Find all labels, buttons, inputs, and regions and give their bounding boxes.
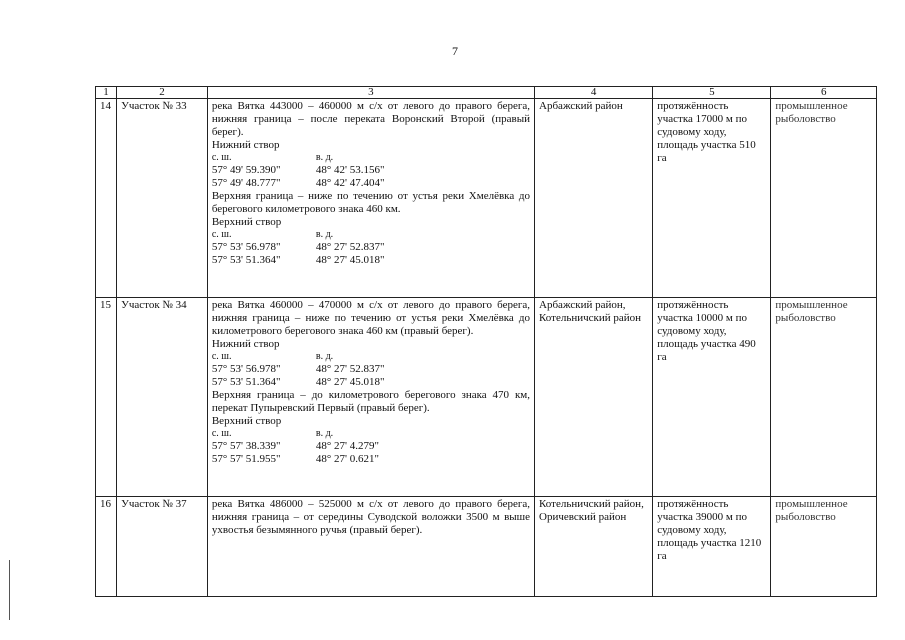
lower-line-title: Нижний створ (211, 338, 280, 350)
upper-boundary-text: Верхняя граница – до километрового берегового знака 470 км, перекат Пупыревский Первый (правый берег). (211, 389, 531, 414)
column-header: 4 (535, 87, 653, 99)
usage-type: промышленное рыболовство (771, 298, 877, 497)
coord-header: с. ш. в. д. (211, 428, 334, 439)
plot-name: Участок № 34 (117, 298, 208, 497)
table-row (96, 497, 877, 597)
margin-mark (9, 560, 10, 620)
plot-name: Участок № 37 (117, 497, 208, 597)
plot-name: Участок № 33 (117, 99, 208, 298)
page-number: 7 (452, 44, 458, 58)
plot-description (207, 497, 534, 597)
coord-header: с. ш. в. д. (211, 351, 334, 362)
description-text: река Вятка 460000 – 470000 м с/х от левого до правого берега, нижняя граница – ниже по течению от устья реки Хмелёвка до километрового берегового знака 460 км (правый берег). (211, 299, 531, 337)
coord-row: 57° 53' 51.364" 48° 27' 45.018" (211, 376, 385, 388)
plot-area: протяжённость участка 17000 м по судовому ходу, площадь участка 510 га (653, 99, 771, 298)
column-header: 5 (653, 87, 771, 99)
plot-area: протяжённость участка 10000 м по судовому ходу, площадь участка 490 га (653, 298, 771, 497)
header-row (96, 87, 877, 99)
registry-table (95, 86, 877, 597)
row-number: 15 (96, 298, 117, 497)
usage-type: промышленное рыболовство (771, 497, 877, 597)
coord-row: 57° 53' 51.364" 48° 27' 45.018" (211, 254, 385, 266)
district: Арбажский район (535, 99, 653, 298)
coord-row: 57° 53' 56.978" 48° 27' 52.837" (211, 241, 385, 253)
plot-description (207, 99, 534, 298)
description-text: река Вятка 443000 – 460000 м с/х от левого до правого берега, нижняя граница – после переката Воронский Второй (правый берег). (211, 100, 531, 138)
plot-area: протяжённость участка 39000 м по судовому ходу, площадь участка 1210 га (653, 497, 771, 597)
coord-row: 57° 49' 48.777" 48° 42' 47.404" (211, 177, 385, 189)
upper-line-title: Верхний створ (211, 216, 282, 228)
description-text: река Вятка 486000 – 525000 м с/х от левого до правого берега, нижняя граница – от середины Суводской воложки 3500 м выше ухвостья безымянного ручья (правый берег). (211, 498, 531, 536)
coord-header: с. ш. в. д. (211, 152, 334, 163)
coord-row: 57° 57' 38.339" 48° 27' 4.279" (211, 440, 379, 452)
coord-row: 57° 57' 51.955" 48° 27' 0.621" (211, 453, 379, 465)
district: Арбажский район, Котельничский район (535, 298, 653, 497)
upper-line-title: Верхний створ (211, 415, 282, 427)
coord-row: 57° 53' 56.978" 48° 27' 52.837" (211, 363, 385, 375)
usage-type: промышленное рыболовство (771, 99, 877, 298)
column-header: 3 (207, 87, 534, 99)
plot-description (207, 298, 534, 497)
table-row (96, 99, 877, 298)
upper-boundary-text: Верхняя граница – ниже по течению от устья реки Хмелёвка до берегового километрового знака 460 км. (211, 190, 531, 215)
table-row (96, 298, 877, 497)
coord-header: с. ш. в. д. (211, 229, 334, 240)
lower-line-title: Нижний створ (211, 139, 280, 151)
district: Котельничский район, Оричевский район (535, 497, 653, 597)
column-header: 1 (96, 87, 117, 99)
row-number: 16 (96, 497, 117, 597)
coord-row: 57° 49' 59.390" 48° 42' 53.156" (211, 164, 385, 176)
column-header: 6 (771, 87, 877, 99)
column-header: 2 (117, 87, 208, 99)
row-number: 14 (96, 99, 117, 298)
